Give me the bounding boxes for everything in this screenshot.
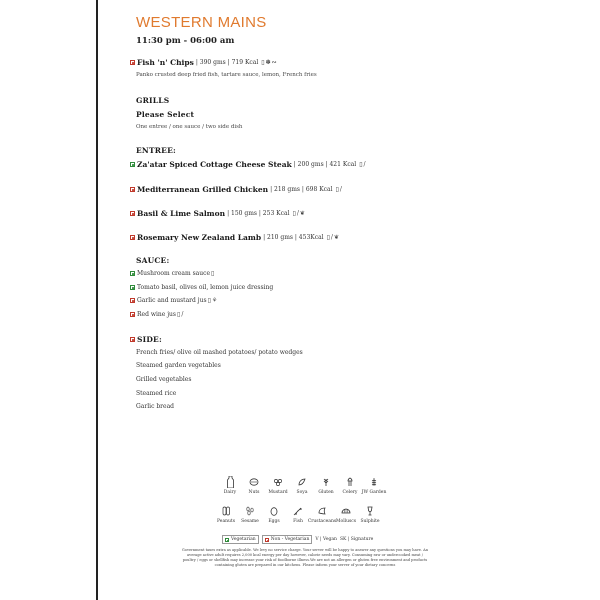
sauce-item [130, 297, 217, 304]
dish-meta: | 150 gms | 253 Kcal [227, 210, 290, 217]
dairy-icon: ▯ [335, 186, 339, 193]
legend-vegan: V | Vegan [315, 537, 337, 542]
dairy-icon: ▯ [292, 210, 296, 217]
allergen-legend-row-1 [218, 476, 386, 495]
veg-marker-icon [130, 285, 135, 290]
side-item: Grilled vegetables [136, 376, 192, 383]
dairy-icon: ▯ [207, 297, 211, 304]
grills-note: One entree / one sauce / two side dish [136, 124, 243, 130]
non-veg-marker-icon [130, 337, 135, 342]
dairy-icon: ▯ [261, 59, 265, 66]
entree-heading: ENTREE: [136, 146, 176, 155]
entree-item [130, 209, 305, 218]
dish-meta: | 200 gms | 421 Kcal [293, 161, 357, 168]
grills-heading: GRILLS [136, 96, 170, 105]
side-item: Steamed rice [136, 390, 177, 397]
non-veg-marker-icon [130, 211, 135, 216]
dish-name: Fish 'n' Chips [137, 58, 194, 67]
allergen-soya: Soya [290, 476, 314, 495]
legend-veg: Vegetarian [222, 535, 259, 544]
sauce-name: Garlic and mustard jus [137, 297, 207, 304]
diet-legend [222, 535, 373, 544]
allergen-gluten: Gluten [314, 476, 338, 495]
side-item: Steamed garden vegetables [136, 362, 221, 369]
allergen-peanuts: Peanuts [214, 505, 238, 524]
allergen-legend-row-2 [214, 505, 382, 524]
non-veg-marker-icon [265, 538, 269, 542]
mustard-icon: ⚘ [211, 297, 218, 304]
dish-name: Za'atar Spiced Cottage Cheese Steak [137, 160, 292, 169]
fish-icon: ∾ [271, 59, 277, 66]
allergen-nuts: Nuts [242, 476, 266, 495]
sesame-icon [245, 505, 255, 517]
dairy-icon: ▯ [326, 234, 330, 241]
allergen-sulphite: Sulphite [358, 505, 382, 524]
nuts-icon [249, 476, 259, 488]
veg-marker-icon [225, 538, 229, 542]
gluten-icon: / [181, 311, 184, 318]
sauce-name: Red wine jus [137, 311, 176, 318]
fish-icon [293, 505, 303, 517]
allergen-jw-garden: JW Garden [362, 476, 386, 495]
dairy-icon: ▯ [177, 311, 181, 318]
entree-item [130, 185, 342, 194]
side-heading-row [130, 335, 162, 344]
side-item: Garlic bread [136, 403, 175, 410]
legend-signature: SK | Signature [339, 537, 374, 542]
grills-subheading: Please Select [136, 110, 195, 119]
entree-item [130, 160, 366, 169]
allergen-sesame: Sesame [238, 505, 262, 524]
allergen-eggs: Eggs [262, 505, 286, 524]
non-veg-marker-icon [130, 235, 135, 240]
veg-marker-icon [130, 162, 135, 167]
allergen-fish: Fish [286, 505, 310, 524]
non-veg-marker-icon [130, 298, 135, 303]
dish-meta: | 390 gms | 719 Kcal [195, 59, 259, 66]
allergen-celery: Celery [338, 476, 362, 495]
dish-meta: | 210 gms | 453Kcal [263, 234, 324, 241]
dish-name: Mediterranean Grilled Chicken [137, 185, 269, 194]
side-item: French fries/ olive oil mashed potatoes/ potato wedges [136, 349, 303, 356]
gluten-icon: / [363, 161, 366, 168]
leaf-icon [369, 476, 379, 488]
peanuts-icon [221, 505, 231, 517]
dish-fish-n-chips [130, 58, 277, 67]
dish-meta: | 218 gms | 698 Kcal [270, 186, 333, 193]
allergen-mustard: Mustard [266, 476, 290, 495]
dish-description: Panko crusted deep fried fish, tartare sauce, lemon, French fries [136, 72, 317, 78]
gluten-icon: ✽ [265, 59, 271, 66]
celery-icon [345, 476, 355, 488]
dairy-icon: ▯ [359, 161, 363, 168]
gluten-icon: / [330, 234, 333, 241]
footnote: Government taxes extra as applicable. We levy no service charge. Your server will be happy to answer any questions you may have. An average active adult requires 2,000 kcal energy per day however, calorie needs may vary. Consuming raw or undercooked meat / poultry / eggs or shellfish may increase your risk of foodborne illness.We are not an allergen or gluten free environment and products containing gluten are prepared in our kitchens. Please inform your server of your dietary concerns [181, 548, 429, 567]
service-hours: 11:30 pm - 06:00 am [136, 36, 235, 46]
dairy-icon: ▯ [211, 270, 215, 277]
sauce-heading: SAUCE: [136, 256, 170, 265]
dairy-icon [225, 476, 235, 488]
legend-nonveg: Non - Vegetarian [262, 535, 313, 544]
gluten-icon [321, 476, 331, 488]
gluten-icon: / [339, 186, 342, 193]
non-veg-marker-icon [130, 60, 135, 65]
celery-icon: ❦ [299, 210, 305, 217]
sauce-item [130, 270, 214, 277]
dish-name: Rosemary New Zealand Lamb [137, 233, 262, 242]
celery-icon: ❦ [333, 234, 339, 241]
non-veg-marker-icon [130, 187, 135, 192]
allergen-crustaceans: Crustaceans [310, 505, 334, 524]
gluten-icon: / [296, 210, 299, 217]
crustacean-icon [317, 505, 327, 517]
soya-icon [297, 476, 307, 488]
shell-icon [341, 505, 351, 517]
side-heading: SIDE: [137, 335, 162, 344]
non-veg-marker-icon [130, 312, 135, 317]
wine-glass-icon [365, 505, 375, 517]
sauce-item [130, 284, 273, 291]
veg-marker-icon [130, 271, 135, 276]
section-title: WESTERN MAINS [136, 14, 267, 31]
sauce-item [130, 311, 183, 318]
sauce-name: Mushroom cream sauce [137, 270, 211, 277]
allergen-dairy: Dairy [218, 476, 242, 495]
egg-icon [269, 505, 279, 517]
dish-name: Basil & Lime Salmon [137, 209, 226, 218]
mustard-icon [273, 476, 283, 488]
entree-item [130, 233, 339, 242]
sauce-name: Tomato basil, olives oil, lemon juice dressing [137, 284, 274, 291]
allergen-molluscs: Molluscs [334, 505, 358, 524]
